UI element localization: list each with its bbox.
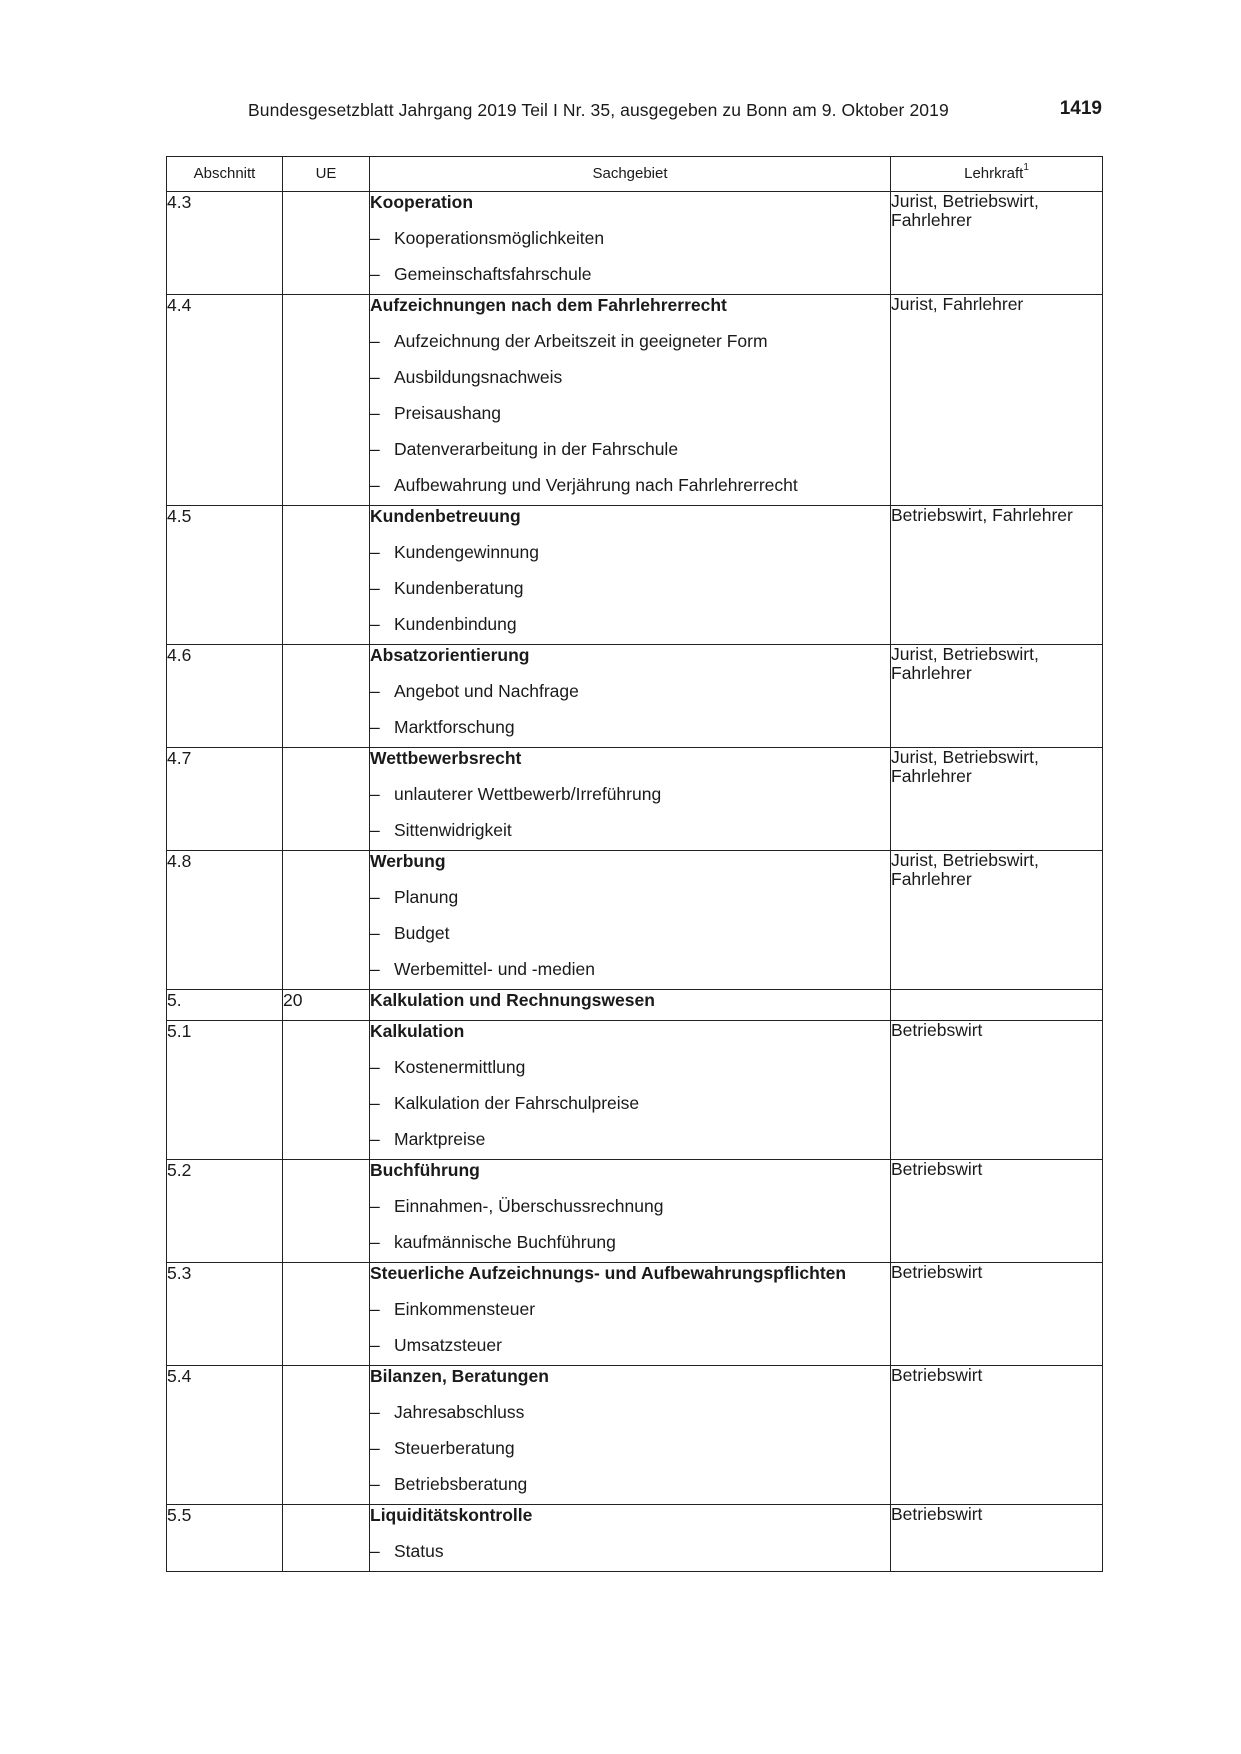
dash-bullet: – xyxy=(370,403,380,423)
dash-bullet: – xyxy=(370,887,380,907)
item-text: Kundenberatung xyxy=(394,578,524,598)
dash-bullet: – xyxy=(370,228,380,248)
dash-bullet: – xyxy=(370,784,380,804)
sachgebiet-item xyxy=(370,923,890,944)
dash-bullet: – xyxy=(370,331,380,351)
item-text: Aufzeichnung der Arbeitszeit in geeigneter Form xyxy=(394,331,768,351)
item-text: kaufmännische Buchführung xyxy=(394,1232,616,1252)
item-text: Einkommensteuer xyxy=(394,1299,536,1319)
item-text: Werbemittel- und -medien xyxy=(394,959,596,979)
lehrkraft-cell: Betriebswirt xyxy=(891,1021,1103,1160)
sachgebiet-title: Absatzorientierung xyxy=(370,645,530,665)
lehrkraft-cell: Betriebswirt xyxy=(891,1160,1103,1263)
sachgebiet-cell xyxy=(370,1505,891,1572)
item-text: Marktforschung xyxy=(394,717,515,737)
item-text: Steuerberatung xyxy=(394,1438,515,1458)
item-text: Betriebsberatung xyxy=(394,1474,528,1494)
lehrkraft-cell: Betriebswirt xyxy=(891,1366,1103,1505)
sachgebiet-item xyxy=(370,1129,890,1150)
table-row xyxy=(167,990,1103,1021)
sachgebiet-cell xyxy=(370,506,891,645)
dash-bullet: – xyxy=(370,1299,380,1319)
abschnitt-cell: 4.3 xyxy=(167,192,283,295)
table-row xyxy=(167,192,1103,295)
ue-cell xyxy=(283,1160,370,1263)
dash-bullet: – xyxy=(370,1335,380,1355)
ue-cell xyxy=(283,1505,370,1572)
abschnitt-cell: 5.5 xyxy=(167,1505,283,1572)
sachgebiet-cell xyxy=(370,192,891,295)
sachgebiet-item xyxy=(370,1196,890,1217)
dash-bullet: – xyxy=(370,923,380,943)
table-row xyxy=(167,1263,1103,1366)
item-text: Kalkulation der Fahrschulpreise xyxy=(394,1093,640,1113)
dash-bullet: – xyxy=(370,1196,380,1216)
ue-cell xyxy=(283,748,370,851)
sachgebiet-item xyxy=(370,681,890,702)
sachgebiet-item xyxy=(370,820,890,841)
table-header-row xyxy=(167,157,1103,192)
dash-bullet: – xyxy=(370,578,380,598)
item-text: Preisaushang xyxy=(394,403,502,423)
sachgebiet-item xyxy=(370,614,890,635)
lehrkraft-cell xyxy=(891,990,1103,1021)
sachgebiet-title: Liquiditätskontrolle xyxy=(370,1505,533,1525)
ue-cell xyxy=(283,192,370,295)
dash-bullet: – xyxy=(370,1541,380,1561)
item-text: Einnahmen-, Überschussrechnung xyxy=(394,1196,664,1216)
item-text: Aufbewahrung und Verjährung nach Fahrlehrerrecht xyxy=(394,475,798,495)
sachgebiet-title: Steuerliche Aufzeichnungs- und Aufbewahrungspflichten xyxy=(370,1263,847,1283)
curriculum-table xyxy=(166,156,1103,1572)
sachgebiet-item xyxy=(370,264,890,285)
sachgebiet-item xyxy=(370,367,890,388)
sachgebiet-item xyxy=(370,1541,890,1562)
abschnitt-cell: 5.2 xyxy=(167,1160,283,1263)
item-text: Sittenwidrigkeit xyxy=(394,820,512,840)
sachgebiet-item xyxy=(370,542,890,563)
column-header-sachgebiet: Sachgebiet xyxy=(370,157,891,192)
sachgebiet-cell xyxy=(370,295,891,506)
dash-bullet: – xyxy=(370,959,380,979)
dash-bullet: – xyxy=(370,367,380,387)
lehrkraft-cell: Betriebswirt xyxy=(891,1505,1103,1572)
item-text: unlauterer Wettbewerb/Irreführung xyxy=(394,784,662,804)
item-text: Umsatzsteuer xyxy=(394,1335,502,1355)
sachgebiet-item xyxy=(370,1093,890,1114)
abschnitt-cell: 4.7 xyxy=(167,748,283,851)
table-row xyxy=(167,295,1103,506)
ue-cell xyxy=(283,645,370,748)
sachgebiet-title: Kalkulation und Rechnungswesen xyxy=(370,990,655,1010)
sachgebiet-item xyxy=(370,887,890,908)
table-row xyxy=(167,645,1103,748)
ue-cell xyxy=(283,1366,370,1505)
dash-bullet: – xyxy=(370,1474,380,1494)
sachgebiet-title: Bilanzen, Beratungen xyxy=(370,1366,549,1386)
item-text: Angebot und Nachfrage xyxy=(394,681,579,701)
sachgebiet-item xyxy=(370,1232,890,1253)
ue-cell xyxy=(283,506,370,645)
lehrkraft-cell: Jurist, Betriebswirt, Fahrlehrer xyxy=(891,748,1103,851)
item-text: Ausbildungsnachweis xyxy=(394,367,563,387)
dash-bullet: – xyxy=(370,1232,380,1252)
item-text: Datenverarbeitung in der Fahrschule xyxy=(394,439,679,459)
lehrkraft-cell: Betriebswirt xyxy=(891,1263,1103,1366)
item-text: Kundenbindung xyxy=(394,614,517,634)
ue-cell xyxy=(283,1263,370,1366)
item-text: Kooperationsmöglichkeiten xyxy=(394,228,605,248)
item-text: Jahresabschluss xyxy=(394,1402,525,1422)
sachgebiet-cell xyxy=(370,1366,891,1505)
lehrkraft-cell: Jurist, Fahrlehrer xyxy=(891,295,1103,506)
dash-bullet: – xyxy=(370,717,380,737)
dash-bullet: – xyxy=(370,1438,380,1458)
sachgebiet-title: Kundenbetreuung xyxy=(370,506,521,526)
column-header-abschnitt: Abschnitt xyxy=(167,157,283,192)
abschnitt-cell: 5.4 xyxy=(167,1366,283,1505)
ue-cell: 20 xyxy=(283,990,370,1021)
sachgebiet-title: Aufzeichnungen nach dem Fahrlehrerrecht xyxy=(370,295,727,315)
sachgebiet-cell xyxy=(370,990,891,1021)
item-text: Gemeinschaftsfahrschule xyxy=(394,264,592,284)
ue-cell xyxy=(283,1021,370,1160)
dash-bullet: – xyxy=(370,1402,380,1422)
sachgebiet-item xyxy=(370,1474,890,1495)
sachgebiet-item xyxy=(370,1335,890,1356)
item-text: Kostenermittlung xyxy=(394,1057,526,1077)
sachgebiet-item xyxy=(370,228,890,249)
table-row xyxy=(167,1366,1103,1505)
dash-bullet: – xyxy=(370,439,380,459)
footnote-mark: 1 xyxy=(1023,162,1029,173)
sachgebiet-cell xyxy=(370,1160,891,1263)
abschnitt-cell: 4.8 xyxy=(167,851,283,990)
sachgebiet-item xyxy=(370,1299,890,1320)
dash-bullet: – xyxy=(370,264,380,284)
abschnitt-cell: 5.3 xyxy=(167,1263,283,1366)
dash-bullet: – xyxy=(370,1093,380,1113)
abschnitt-cell: 5.1 xyxy=(167,1021,283,1160)
lehrkraft-cell: Jurist, Betriebswirt, Fahrlehrer xyxy=(891,851,1103,990)
table-row xyxy=(167,1021,1103,1160)
sachgebiet-cell xyxy=(370,645,891,748)
sachgebiet-title: Buchführung xyxy=(370,1160,480,1180)
table-row xyxy=(167,851,1103,990)
column-header-ue: UE xyxy=(283,157,370,192)
ue-cell xyxy=(283,295,370,506)
item-text: Marktpreise xyxy=(394,1129,486,1149)
sachgebiet-item xyxy=(370,331,890,352)
dash-bullet: – xyxy=(370,614,380,634)
lehrkraft-cell: Betriebswirt, Fahrlehrer xyxy=(891,506,1103,645)
sachgebiet-cell xyxy=(370,748,891,851)
sachgebiet-cell xyxy=(370,851,891,990)
sachgebiet-item xyxy=(370,784,890,805)
page-number: 1419 xyxy=(1059,98,1102,119)
sachgebiet-item xyxy=(370,717,890,738)
table-row xyxy=(167,1160,1103,1263)
dash-bullet: – xyxy=(370,475,380,495)
lehrkraft-cell: Jurist, Betriebswirt, Fahrlehrer xyxy=(891,192,1103,295)
item-text: Planung xyxy=(394,887,459,907)
running-title: Bundesgesetzblatt Jahrgang 2019 Teil I Nr. 35, ausgegeben zu Bonn am 9. Oktober 2019 xyxy=(248,100,949,120)
ue-cell xyxy=(283,851,370,990)
item-text: Status xyxy=(394,1541,444,1561)
sachgebiet-item xyxy=(370,1402,890,1423)
sachgebiet-title: Wettbewerbsrecht xyxy=(370,748,522,768)
dash-bullet: – xyxy=(370,820,380,840)
abschnitt-cell: 4.4 xyxy=(167,295,283,506)
dash-bullet: – xyxy=(370,681,380,701)
abschnitt-cell: 4.5 xyxy=(167,506,283,645)
sachgebiet-title: Kalkulation xyxy=(370,1021,465,1041)
table-row xyxy=(167,1505,1103,1572)
sachgebiet-title: Werbung xyxy=(370,851,446,871)
sachgebiet-item xyxy=(370,1057,890,1078)
column-header-lehrkraft: Lehrkraft$^1$ xyxy=(891,157,1103,192)
table-row xyxy=(167,748,1103,851)
table-row xyxy=(167,506,1103,645)
table-body xyxy=(167,192,1103,1572)
page-header xyxy=(166,96,1102,124)
sachgebiet-item xyxy=(370,959,890,980)
sachgebiet-cell xyxy=(370,1021,891,1160)
sachgebiet-item xyxy=(370,439,890,460)
dash-bullet: – xyxy=(370,1057,380,1077)
abschnitt-cell: 5. xyxy=(167,990,283,1021)
lehrkraft-cell: Jurist, Betriebswirt, Fahrlehrer xyxy=(891,645,1103,748)
sachgebiet-item xyxy=(370,403,890,424)
abschnitt-cell: 4.6 xyxy=(167,645,283,748)
sachgebiet-cell xyxy=(370,1263,891,1366)
sachgebiet-item xyxy=(370,475,890,496)
sachgebiet-title: Kooperation xyxy=(370,192,474,212)
item-text: Budget xyxy=(394,923,450,943)
item-text: Kundengewinnung xyxy=(394,542,539,562)
dash-bullet: – xyxy=(370,1129,380,1149)
sachgebiet-item xyxy=(370,578,890,599)
sachgebiet-item xyxy=(370,1438,890,1459)
dash-bullet: – xyxy=(370,542,380,562)
